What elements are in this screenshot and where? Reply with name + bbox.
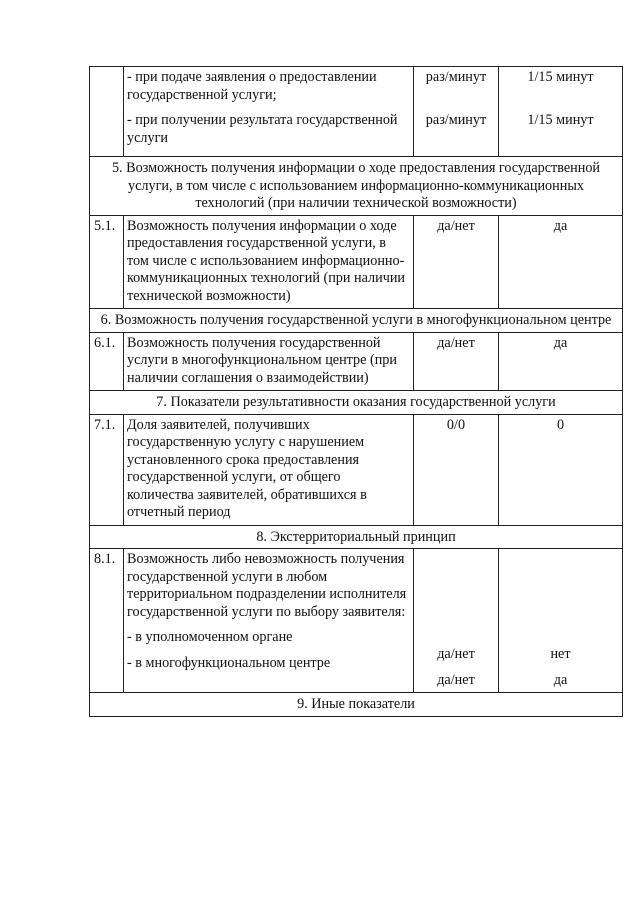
indicator-value: 1/15 минут	[527, 112, 594, 128]
unit-value: 0/0	[414, 414, 499, 525]
table-row	[90, 67, 623, 157]
indicator-text: Возможность получения государственной услуги в многофункциональном центре (при наличии соглашения о взаимодействии)	[124, 332, 414, 391]
indicator-text: Доля заявителей, получивших государственную услугу с нарушением установленного срока предоставления государственной услуги, от общего количества заявителей, обратившихся в отчетный период	[124, 414, 414, 525]
indicator-value: да	[499, 215, 623, 309]
section-header-row	[90, 525, 623, 549]
row-number: 5.1.	[90, 215, 124, 309]
unit-cell	[414, 549, 499, 693]
section-header-row	[90, 309, 623, 333]
unit-value: да/нет	[414, 215, 499, 309]
row-number-cell	[90, 67, 124, 157]
unit-value: раз/минут	[425, 69, 487, 85]
unit-value: да/нет	[414, 332, 499, 391]
section-title: 7. Показатели результативности оказания государственной услуги	[90, 391, 623, 415]
indicator-subitem: - при подаче заявления о предоставлении государственной услуги;	[127, 69, 377, 103]
table-row	[90, 332, 623, 391]
table-row	[90, 215, 623, 309]
section-header-row	[90, 391, 623, 415]
section-title: 6. Возможность получения государственной услуги в многофункциональном центре	[90, 309, 623, 333]
indicator-subitem: - в уполномоченном органе	[127, 629, 293, 645]
indicator-value: 0	[499, 414, 623, 525]
indicator-text: Возможность либо невозможность получения государственной услуги в любом территориальном подразделении исполнителя государственной услуги по выбору заявителя:	[127, 551, 407, 620]
unit-value: раз/минут	[425, 112, 487, 128]
indicator-value: да	[553, 671, 568, 688]
indicator-subitem: - при получении результата государственной услуги	[127, 112, 398, 146]
section-title: 5. Возможность получения информации о ходе предоставления государственной услуги, в том числе с использованием информационно-коммуникационных технологий (при наличии технической возможности)	[90, 157, 623, 216]
indicator-text-cell	[124, 67, 414, 157]
indicators-table	[89, 66, 623, 717]
unit-cell	[414, 67, 499, 157]
value-cell	[499, 549, 623, 693]
table-row	[90, 414, 623, 525]
indicator-text-cell	[124, 549, 414, 693]
unit-value: да/нет	[437, 646, 475, 662]
row-number: 7.1.	[90, 414, 124, 525]
unit-value: да/нет	[437, 671, 475, 688]
section-header-row	[90, 157, 623, 216]
indicator-text: Возможность получения информации о ходе предоставления государственной услуги, в том числе с использованием информационно-коммуникационных технологий (при наличии технической возможности)	[124, 215, 414, 309]
section-header-row	[90, 693, 623, 717]
row-number: 6.1.	[90, 332, 124, 391]
section-title: 8. Экстерриториальный принцип	[90, 525, 623, 549]
section-title: 9. Иные показатели	[90, 693, 623, 717]
indicator-value: нет	[550, 646, 571, 662]
row-number: 8.1.	[90, 549, 124, 693]
indicator-value: да	[499, 332, 623, 391]
table-row	[90, 549, 623, 693]
indicator-value: 1/15 минут	[527, 69, 594, 85]
indicators-table-page	[89, 66, 622, 717]
indicator-subitem: - в многофункциональном центре	[127, 654, 331, 671]
value-cell	[499, 67, 623, 157]
